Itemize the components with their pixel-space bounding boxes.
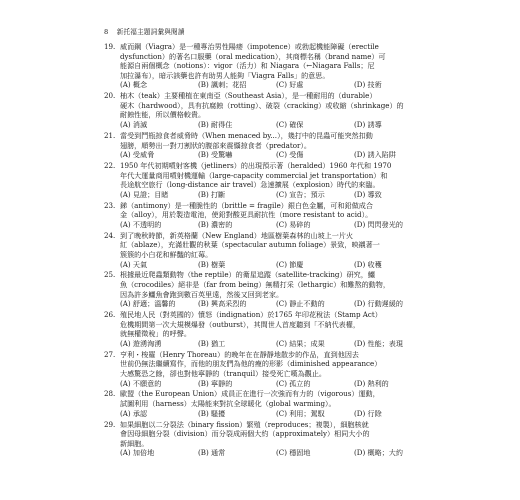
answer-option: (C) 宣告；預示	[276, 189, 325, 199]
answer-option: (D) 閃閃發光的	[354, 219, 403, 229]
answer-option: (A) 受威脅	[120, 150, 155, 160]
answer-option: (B) 濃密的	[198, 219, 233, 229]
answer-options	[120, 299, 432, 309]
answer-option: (C) 易碎的	[276, 219, 311, 229]
question-body	[120, 42, 432, 90]
question-number: 24.	[104, 230, 116, 240]
answer-option: (D) 行動遲緩的	[354, 299, 403, 309]
question-number: 25.	[104, 270, 116, 280]
answer-option: (C) 靜止不動的	[276, 299, 325, 309]
answer-option: (D) 概略；大約	[354, 448, 403, 458]
answer-option: (A) 不透明的	[120, 219, 162, 229]
question-text-line: 根據最近爬蟲類動物（the reptile）的衛星追蹤（satellite-tracking）研究，鱷	[120, 270, 375, 280]
answer-option: (C) 好處	[276, 80, 304, 90]
question-list	[104, 42, 416, 459]
question-item	[104, 420, 416, 458]
answer-option: (B) 樹葉	[198, 259, 226, 269]
answer-option: (D) 誘入陷阱	[354, 150, 396, 160]
question-text-line: 亨利・梭羅（Henry Thoreau）的晚年在在靜靜地散步的作品，直到他因去	[120, 349, 359, 359]
question-text-line: 銻（antimony）是一種脆性的（brittle = fragile）銀白色金屬，可和鉛做成合	[120, 200, 373, 210]
question-item	[104, 270, 416, 308]
question-text-line: 金（alloy），用於製造電池，使鉛對酸更具耐抗性（more resistant to acid）。	[120, 210, 373, 220]
question-body	[120, 91, 432, 129]
question-item	[104, 161, 416, 199]
question-number: 22.	[104, 161, 116, 171]
question-text-line: 能源自兩個概念（notions）：vigor（活力）和 Niagara（←Niagara Falls；尼	[120, 61, 375, 71]
question-item	[104, 231, 416, 269]
answer-option: (B) 打斷	[198, 189, 226, 199]
question-number: 27.	[104, 349, 116, 359]
answer-options	[120, 120, 432, 130]
answer-options	[120, 379, 432, 389]
answer-option: (B) 通常	[198, 448, 226, 458]
answer-option: (B) 耐得住	[198, 120, 233, 130]
question-number: 21.	[104, 130, 116, 140]
question-body	[120, 270, 432, 308]
question-text-line: 威而鋼（Viagra）是一種專治男性陽痿（impotence）或勃起機能障礙（erectile	[120, 42, 379, 51]
answer-option: (B) 騷擾	[198, 408, 226, 418]
answer-option: (D) 技術	[354, 80, 382, 90]
question-text-line: 會因母細胞分裂（division）而分裂成兩個大約（approximately）相同大小的	[120, 429, 370, 439]
question-body	[120, 161, 432, 199]
question-text-line: 如果細胞以二分裂法（binary fission）繁殖（reproduces；複製），細胞核就	[120, 419, 369, 429]
question-number: 26.	[104, 310, 116, 320]
question-text-line: 殖民地人民（對英國的）憤怒（indignation）於1765 年印花稅法（Stamp Act）	[120, 310, 382, 320]
answer-options	[120, 80, 432, 90]
question-number: 29.	[104, 419, 116, 429]
question-text-line: 因為許多鱷魚會跑到數百英里遠，然後又回到老家。	[120, 289, 284, 299]
question-body	[120, 231, 432, 269]
answer-option: (C) 結果；成果	[276, 338, 325, 348]
answer-option: (D) 收穫	[354, 259, 382, 269]
answer-options	[120, 448, 432, 458]
answer-option: (B) 寧靜的	[198, 378, 233, 388]
answer-options	[120, 260, 432, 270]
question-text-line: 就無權徵稅」的呼聲。	[120, 329, 191, 339]
question-text-line: 長途航空旅行（long-distance air travel）急速擴展（explosion）時代的來臨。	[120, 180, 380, 190]
question-body	[120, 201, 432, 230]
answer-option: (C) 利用；駕馭	[276, 408, 325, 418]
answer-option: (A) 消滅	[120, 120, 148, 130]
question-number: 28.	[104, 389, 116, 399]
answer-option: (A) 見證；目睹	[120, 189, 169, 199]
answer-option: (D) 熱利的	[354, 378, 389, 388]
question-body	[120, 389, 432, 418]
answer-option: (C) 節慶	[276, 259, 304, 269]
answer-options	[120, 339, 432, 349]
answer-option: (B) 興高采烈的	[198, 299, 247, 309]
answer-option: (A) 遊湧洶湧	[120, 338, 162, 348]
answer-option: (A) 舒適；溫馨的	[120, 299, 176, 309]
question-text-line: 危機期間第一次大規模爆發（outburst），其間世人首度聽到「不納代表權，	[120, 319, 360, 329]
answer-options	[120, 409, 432, 419]
question-text-line: 柚木（teak）主要種植在東南亞（Southeast Asia），是一種耐用的（durable）	[120, 91, 377, 101]
answer-option: (C) 確保	[276, 120, 304, 130]
answer-options	[120, 220, 432, 230]
question-text-line: 簇簇的小白花和鮮豔的紅莓。	[120, 249, 213, 259]
answer-option: (A) 天氣	[120, 259, 148, 269]
question-item	[104, 91, 416, 129]
answer-option: (A) 不願意的	[120, 378, 162, 388]
question-text-line: 當受到鬥瓶掠食者威脅時（When menaced by...），幾打中的昆蟲可能突然扣動	[120, 130, 373, 140]
question-text-line: 大感驚恐之餘，卻也對他寧靜的（tranquil）接受死亡嘆為觀止。	[120, 368, 327, 378]
question-number: 19.	[104, 42, 116, 51]
question-text-line: 紅（ablaze），充滿壯觀的秋葉（spectacular autumn foliage）景致，映襯著一	[120, 240, 380, 250]
question-item	[104, 42, 416, 90]
question-body	[120, 350, 432, 388]
question-text-line: 耐蝕性能，所以價格較貴。	[120, 110, 206, 120]
question-text-line: 歐盟（the European Union）成員正在進行一次強而有力的（vigorous）運動，	[120, 389, 380, 399]
answer-option: (C) 孤立的	[276, 378, 311, 388]
answer-option: (B) 受驚嚇	[198, 150, 233, 160]
question-text-line: 1950 年代初期噴射客機（jetliners）的出現預示著（heralded）1960 年代和 1970	[120, 161, 392, 171]
question-text-line: 硬木（hardwood），具有抗腐蝕（rotting）、破裂（cracking）或收縮（shrinkage）的	[120, 100, 404, 110]
question-item	[104, 201, 416, 230]
question-text-line: 新細胞。	[120, 438, 149, 448]
question-text-line: 試圖利用（harness）太陽能來對抗全球暖化（global warming）。	[120, 399, 336, 409]
answer-option: (A) 概念	[120, 80, 148, 90]
question-number: 23.	[104, 200, 116, 210]
answer-option: (C) 穩固地	[276, 448, 311, 458]
answer-option: (D) 性能；表現	[354, 338, 403, 348]
book-title: 新托福主題詞彙與閱讀	[116, 28, 185, 36]
question-body	[120, 310, 432, 348]
page-number: 8	[104, 28, 109, 36]
question-item	[104, 389, 416, 418]
question-item	[104, 350, 416, 388]
running-header	[104, 26, 185, 36]
answer-option: (D) 誘導	[354, 120, 382, 130]
question-text-line: 翅膀，順勢出一對刀割狀的腹部來震懾掠食者（predator）。	[120, 140, 312, 150]
answer-option: (D) 行除	[354, 408, 382, 418]
answer-option: (C) 受傷	[276, 150, 304, 160]
question-text-line: 魚（crocodiles）絕非是（far from being）無精打采（lethargic）和難熬的動物，	[120, 280, 390, 290]
question-text-line: 年代大運量商用噴射機運輸（large-capacity commercial jet transportation）和	[120, 170, 388, 180]
question-text-line: 到了晚秋時節，新英格蘭（New England）地區樹葉森林的山坡上一片火	[120, 230, 354, 240]
answer-option: (A) 加倍地	[120, 448, 155, 458]
question-item	[104, 310, 416, 348]
question-text-line: 加拉瀑布），暗示該藥也許有助男人能夠「Viagra Falls」的意思。	[120, 70, 330, 80]
question-number: 20.	[104, 91, 116, 101]
question-item	[104, 131, 416, 160]
answer-option: (B) 諷刺；花招	[198, 80, 247, 90]
answer-option: (B) 猶工	[198, 338, 226, 348]
answer-option: (D) 導致	[354, 189, 382, 199]
answer-options	[120, 190, 432, 200]
question-text-line: dysfunction）的著名口服藥（oral medication），其商標名稱（brand name）可	[120, 51, 386, 61]
answer-options	[120, 150, 432, 160]
question-text-line: 世前仍無法繼續寫作，而他的朋友們為他的瘦的形影（diminished appearance）	[120, 359, 382, 369]
question-body	[120, 131, 432, 160]
question-body	[120, 420, 432, 458]
answer-option: (A) 承認	[120, 408, 148, 418]
